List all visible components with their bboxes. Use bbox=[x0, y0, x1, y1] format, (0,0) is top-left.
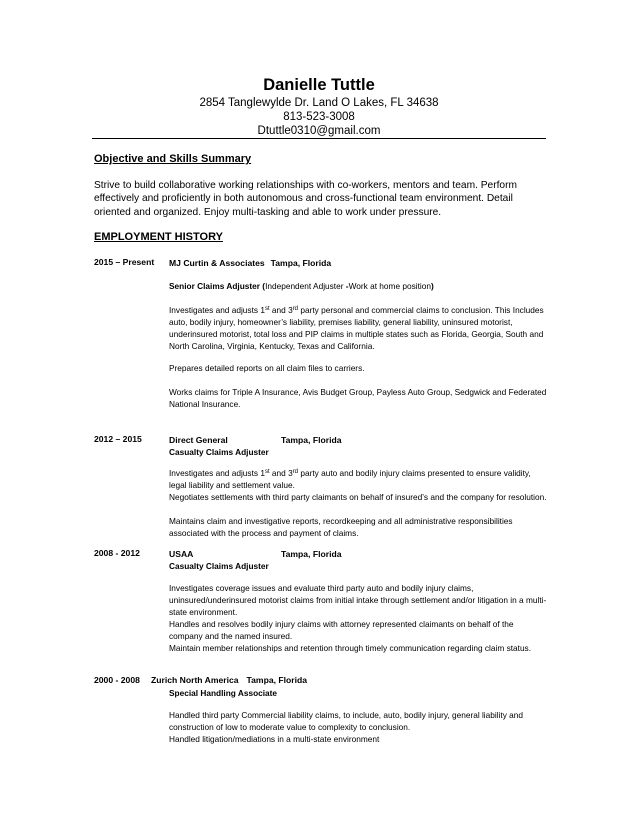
job-company-line bbox=[151, 675, 307, 685]
objective-text: Strive to build collaborative working relationships with co-workers, mentors and team. Perform effectively and proficiently in both autonomous and cross-functional team environment. Detail oriented and organized. Enjoy multi-tasking and able to work under pressure. bbox=[94, 180, 517, 218]
objective-heading: Objective and Skills Summary bbox=[94, 153, 252, 165]
job-duty-paragraph: Negotiates settlements with third party claimants on behalf of insured’s and the company for resolution. bbox=[169, 492, 547, 502]
phone: 813-523-3008 bbox=[283, 111, 355, 123]
job-dates: 2012 – 2015 bbox=[94, 434, 142, 444]
job-duty-paragraph: Prepares detailed reports on all claim files to carriers. bbox=[169, 363, 365, 373]
job-title: Casualty Claims Adjuster bbox=[169, 561, 269, 571]
job-company-line bbox=[169, 434, 549, 446]
employment-heading: EMPLOYMENT HISTORY bbox=[94, 231, 223, 243]
resume-name: Danielle Tuttle bbox=[263, 76, 375, 94]
job-duty-paragraph: Handles and resolves bodily injury claims with attorney represented claimants on behalf of the company and the named insured. bbox=[169, 619, 514, 641]
job-title: Senior Claims Adjuster bbox=[169, 281, 260, 291]
job-duty-paragraph: Handled litigation/mediations in a multi-state environment bbox=[169, 734, 380, 744]
job-duty-paragraph: Investigates and adjusts 1st and 3rd party auto and bodily injury claims presented to ensure validity, legal liability and settlement value. bbox=[169, 468, 531, 490]
job-duty-paragraph: Maintain member relationships and retention through timely communication regarding claim status. bbox=[169, 643, 532, 653]
job-title: Casualty Claims Adjuster bbox=[169, 447, 269, 457]
job-duty-paragraph: Investigates coverage issues and evaluate third party auto and bodily injury claims, uninsured/underinsured motorist claims from initial intake through settlement and/or litigation in a multi-state environment. bbox=[169, 583, 547, 617]
job-dates: 2015 – Present bbox=[94, 257, 155, 267]
job-company-line bbox=[169, 257, 549, 269]
job-company-line bbox=[169, 548, 549, 560]
job-duty-paragraph: Works claims for Triple A Insurance, Avis Budget Group, Payless Auto Group, Sedgwick and Federated National Insurance. bbox=[169, 387, 547, 409]
job-title: Special Handling Associate bbox=[169, 688, 278, 698]
job-location: Tampa, Florida bbox=[246, 675, 308, 685]
job-dates: 2000 - 2008 bbox=[94, 675, 140, 685]
job-company: Direct General bbox=[169, 435, 228, 445]
job-title-line: Senior Claims Adjuster (Independent Adjuster -Work at home position) bbox=[169, 281, 434, 291]
job-company: Zurich North America bbox=[151, 675, 239, 685]
job-duty-paragraph: Maintains claim and investigative reports, recordkeeping and all administrative responsibilities associated with the process and payment of claims. bbox=[169, 516, 513, 538]
job-company: MJ Curtin & Associates bbox=[169, 258, 265, 268]
job-company: USAA bbox=[169, 549, 194, 559]
job-location: Tampa, Florida bbox=[281, 549, 342, 559]
job-location: Tampa, Florida bbox=[270, 258, 332, 268]
job-dates: 2008 - 2012 bbox=[94, 548, 140, 558]
header-divider bbox=[92, 138, 546, 139]
address: 2854 Tanglewylde Dr. Land O Lakes, FL 34638 bbox=[199, 97, 439, 109]
job-duty-paragraph: Handled third party Commercial liability claims, to include, auto, bodily injury, general liability and construction of low to moderate value to complexity to conclusion. bbox=[169, 710, 524, 732]
job-location: Tampa, Florida bbox=[281, 435, 342, 445]
email: Dtuttle0310@gmail.com bbox=[257, 125, 381, 137]
job-duty-paragraph: Investigates and adjusts 1st and 3rd party personal and commercial claims to conclusion. This Includes auto, bodily injury, homeowner’s liability, premises liability, general liability, uninsured motorist, underinsured motorist, total loss and PIP claims in multiple states such as Florida, Georgia, South and North Carolina, Virginia, Kentucky, Texas and California. bbox=[169, 305, 544, 351]
